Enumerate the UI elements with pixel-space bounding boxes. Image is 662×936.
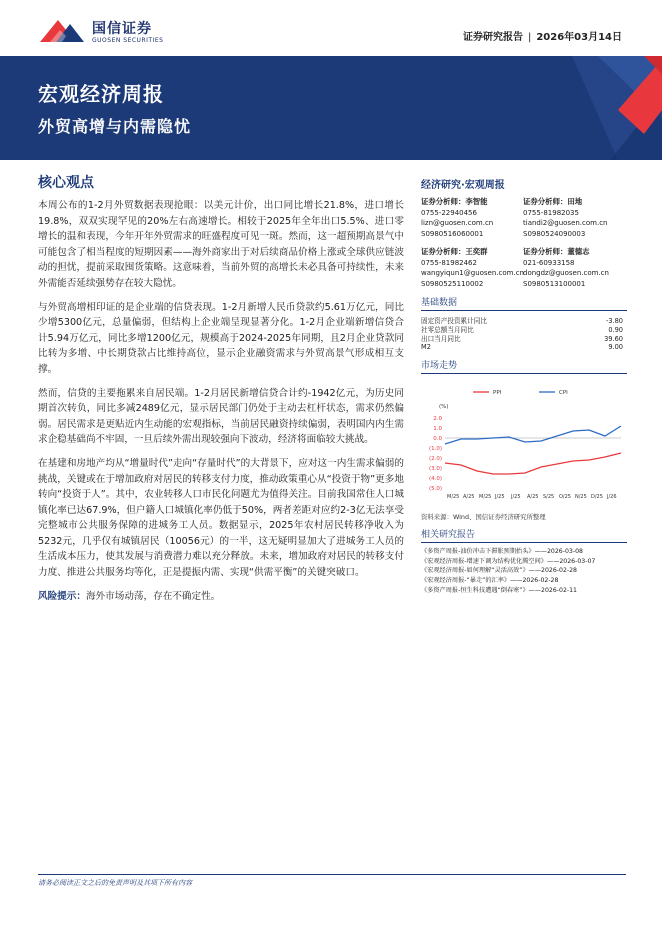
y-axis-label: (%): [439, 404, 449, 411]
related-reports-title: 相关研究报告: [421, 530, 476, 541]
x-tick-label: J/25: [495, 494, 505, 501]
ppi-cpi-line-chart: [421, 378, 627, 506]
related-report-title: 《宏观经济周报-如何理解“灵活高效”》: [421, 567, 529, 575]
title-banner: [0, 56, 662, 160]
related-report-date: ——2026-03-08: [534, 548, 583, 556]
related-report-item[interactable]: [421, 557, 627, 567]
series-line-cpi: [445, 426, 621, 444]
analyst-name: 田地: [567, 197, 583, 206]
analyst-phone: 0755-22940456: [421, 208, 477, 217]
analyst-phone: 0755-81982035: [523, 208, 579, 217]
related-report-item[interactable]: [421, 576, 627, 586]
analyst-cert: S0980513100001: [523, 279, 586, 288]
guosen-logo-icon: [36, 14, 86, 46]
data-label: 出口当月同比: [421, 334, 461, 343]
x-tick-label: J/25: [511, 494, 521, 501]
related-report-date: ——2026-02-28: [528, 567, 577, 575]
related-report-title: 《多资产周报-油价冲击下滞胀预期抬头》: [421, 548, 535, 556]
logo-name: 国信证券: [92, 21, 152, 37]
table-row: [421, 317, 627, 326]
data-value: 0.90: [608, 325, 623, 334]
data-value: -3.80: [605, 317, 623, 325]
related-report-title: 《宏观经济周报-增速下调为结构优化腾空间》: [421, 557, 547, 565]
analyst-card: [421, 197, 523, 239]
analyst-role: 证券分析师：: [421, 247, 466, 256]
analyst-cert: S0980524090003: [523, 229, 586, 238]
analyst-card: [523, 197, 627, 239]
chart-source: 资料来源：Wind、国信证券经济研究所整理: [421, 513, 546, 522]
data-value: 9.00: [608, 343, 623, 352]
related-report-title: 《宏观经济周报-“暴走”的汇率》: [421, 576, 511, 584]
risk-warning: [38, 589, 404, 605]
analyst-name: 李智能: [465, 197, 488, 206]
divider: [421, 310, 627, 311]
core-views-section: [38, 172, 404, 604]
related-report-title: 《多资产周报-恒生科技遭遇“倒春寒”》: [421, 586, 529, 594]
analyst-email[interactable]: lizn@guosen.com.cn: [421, 219, 494, 227]
legend-label: CPI: [559, 390, 568, 397]
y-tick-label: 0.0: [433, 436, 442, 443]
related-report-date: ——2026-03-07: [546, 557, 596, 565]
paragraph: 与外贸高增相印证的是企业端的信贷表现。1-2月新增人民币贷款约5.61万亿元，同比少增5300亿元，总量偏弱，但结构上企业端呈现显著分化。1-2月企业端新增信贷合计5.94万亿元，同比多增1200亿元，规模高于2024-2025年同期，且2月企业贷款同比转为多增、中长期贷款占比维持高位，显示企业融资需求与外贸高景气形成相互支撑。: [38, 301, 404, 375]
analyst-role: 证券分析师：: [523, 197, 568, 206]
analyst-email[interactable]: dongdz@guosen.com.cn: [523, 269, 609, 277]
analyst-role: 证券分析师：: [523, 247, 568, 256]
x-tick-label: J/26: [607, 494, 617, 501]
divider: [421, 542, 627, 543]
data-label: 固定资产投资累计同比: [421, 317, 487, 325]
analyst-email[interactable]: wangyiqun1@guosen.com.cn: [421, 269, 524, 277]
paragraph: 本周公布的1-2月外贸数据表现抢眼：以美元计价，出口同比增长21.8%，进口增长19.8%，双双实现罕见的20%左右高速增长。相较于2025年全年出口5.5%、进口零增长的温和表现，今年开年外贸需求的旺盛程度可见一斑。然而，这一超预期高景气中可能包含了相当程度的短期因素——海外商家出于对后续商品价格上涨或全球供应链波动的担忧，提前采取囤货策略。这意味着，当前外贸的高增长未必具备可持续性，未来外需能否延续强势存在较大隐忧。: [38, 200, 404, 289]
logo-english-name: GUOSEN SECURITIES: [92, 37, 164, 44]
analyst-name: 王奕群: [465, 247, 488, 256]
market-trend-title: 市场走势: [421, 361, 458, 372]
y-tick-label: (2.0): [428, 456, 442, 463]
analyst-card: [421, 247, 523, 289]
sidebar-title: 经济研究·宏观周报: [421, 180, 505, 191]
x-tick-label: O/25: [559, 494, 571, 501]
paragraph: 然而，信贷的主要拖累来自居民端。1-2月居民新增信贷合计约-1942亿元，为历史同期首次转负，同比多减2489亿元，显示居民部门仍处于主动去杠杆状态，需求仍然偏弱。居民需求是更贴近内生动能的宏观指标，当前居民融资持续偏弱，表明国内内生需求企稳基础尚不牢固，一旦后续外需出现较强向下波动，经济将面临较大挑战。: [38, 387, 404, 446]
report-date: 2026年03月14日: [536, 32, 622, 43]
chart-container: [421, 378, 627, 510]
y-tick-label: (5.0): [428, 486, 442, 493]
analyst-phone: 0755-81982462: [421, 258, 477, 267]
paragraph: 在基建和房地产均从“增量时代”走向“存量时代”的大背景下，应对这一内生需求偏弱的挑战，关键或在于增加政府对居民的转移支付力度，推动政策重心从“投资于物”更多地转向“投资于人”。其中，农业转移人口市民化问题尤为值得关注。目前我国常住人口城镇化率已达67.9%，但户籍人口城镇化率仍低于50%，两者差距对应约2-3亿无法享受完整城市公共服务保障的进城务工人员。数据显示，2025年农村居民转移净收入为5232元，几乎仅有城镇居民（10056元）的一半，这无疑明显加大了进城务工人员的生活成本压力，使其发展与消费潜力难以充分释放。未来，增加政府对居民的转移支付力度、推进公共服务均等化，正是提振内需、实现“供需平衡”的关键突破口。: [38, 457, 404, 579]
x-tick-label: S/25: [543, 494, 555, 501]
header-separator: |: [527, 32, 532, 43]
table-row: [421, 343, 627, 352]
data-label: 社零总额当月同比: [421, 325, 474, 334]
sidebar: [421, 176, 627, 595]
data-value: 39.60: [604, 334, 623, 343]
related-report-item[interactable]: [421, 566, 627, 576]
y-tick-label: (3.0): [428, 466, 442, 473]
x-tick-label: A/25: [527, 494, 539, 501]
basic-data-table: [421, 317, 627, 352]
data-label: M2: [421, 343, 431, 352]
x-tick-label: M/25: [447, 494, 460, 501]
analyst-name: 董德志: [567, 247, 590, 256]
analyst-phone: 021-60933158: [523, 258, 575, 267]
report-type: 证券研究报告: [462, 32, 523, 43]
x-tick-label: M/25: [479, 494, 492, 501]
y-tick-label: 2.0: [433, 416, 442, 423]
y-tick-label: (4.0): [428, 476, 442, 483]
related-report-item[interactable]: [421, 547, 627, 557]
divider: [421, 373, 627, 374]
risk-text: 海外市场动荡，存在不确定性。: [85, 590, 221, 602]
table-row: [421, 326, 627, 335]
x-tick-label: N/25: [575, 494, 587, 501]
related-report-date: ——2026-02-28: [510, 576, 559, 584]
analyst-role: 证券分析师：: [421, 197, 466, 206]
section-title: 核心观点: [38, 175, 94, 191]
related-report-date: ——2026-02-11: [528, 586, 577, 594]
y-tick-label: (1.0): [428, 446, 442, 453]
analyst-cert: S0980525110002: [421, 279, 484, 288]
related-reports-list: [421, 547, 627, 595]
report-title: 宏观经济周报: [38, 82, 164, 106]
legend-label: PPI: [493, 390, 502, 397]
header-meta: [463, 28, 622, 43]
footer-disclaimer: 请务必阅读正文之后的免责声明及其项下所有内容: [38, 874, 626, 888]
analyst-card: [523, 247, 627, 289]
x-tick-label: D/25: [591, 494, 603, 501]
y-tick-label: 1.0: [433, 426, 442, 433]
analyst-email[interactable]: tiandi2@guosen.com.cn: [523, 219, 608, 227]
basic-data-title: 基础数据: [421, 298, 458, 308]
x-tick-label: A/25: [463, 494, 475, 501]
banner-decoration: [422, 56, 662, 160]
related-report-item[interactable]: [421, 586, 627, 596]
table-row: [421, 335, 627, 344]
report-subtitle: 外贸高增与内需隐忧: [38, 117, 192, 136]
series-line-ppi: [445, 453, 621, 474]
risk-label: 风险提示：: [38, 590, 86, 602]
analyst-list: [421, 197, 627, 289]
analyst-cert: S0980516060001: [421, 229, 484, 238]
top-bar: [0, 0, 662, 56]
